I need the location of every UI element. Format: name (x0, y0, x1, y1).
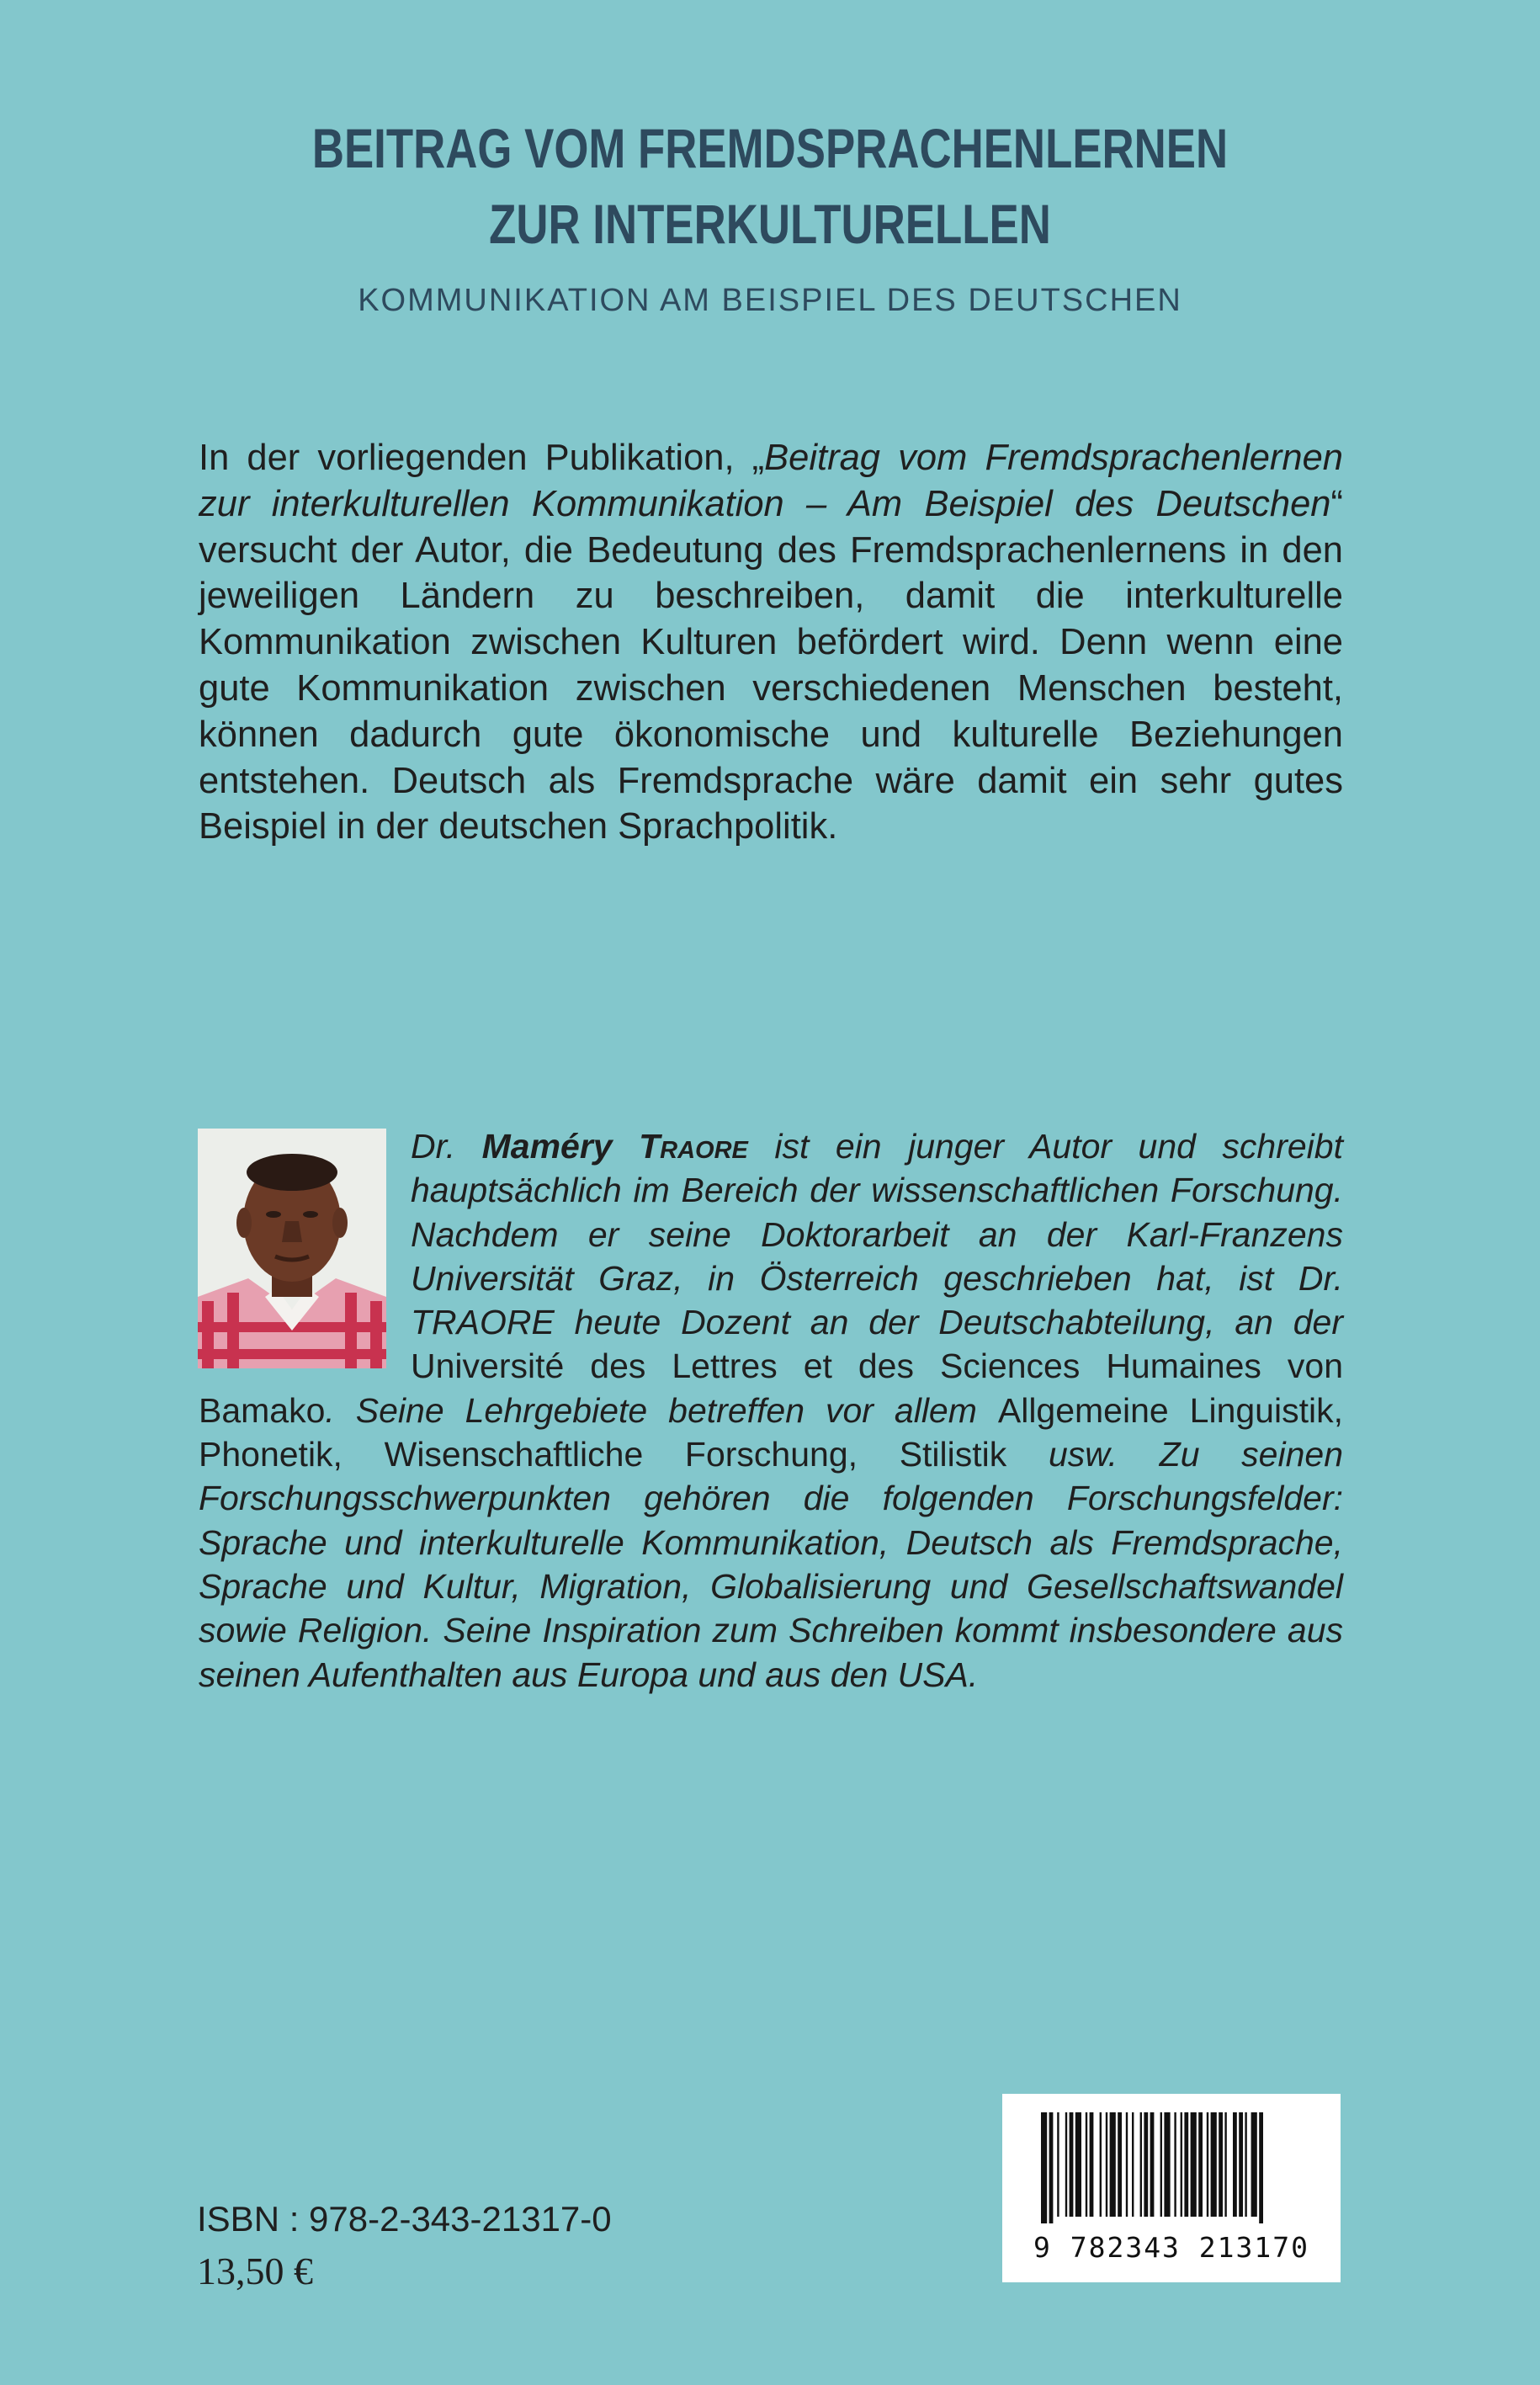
barcode-bar (1184, 2112, 1188, 2217)
barcode-bar (1219, 2112, 1223, 2217)
barcode-bar (1251, 2112, 1257, 2217)
barcode-bar (1090, 2112, 1094, 2217)
barcode-bar (1100, 2112, 1102, 2217)
barcode-bar (1041, 2112, 1047, 2223)
barcode-bar (1110, 2112, 1116, 2217)
barcode-bar (1207, 2112, 1208, 2217)
barcode-bar (1070, 2112, 1074, 2217)
barcode-bars (1002, 2094, 1341, 2228)
barcode (1002, 2094, 1341, 2282)
barcode-bar (1086, 2112, 1087, 2217)
blurb-text-2: “ versucht der Autor, die Bedeutung des Fremdsprachenlernens in den jeweiligen Ländern zu beschreiben, damit die interkulturelle Kommunikation zwischen Kulturen befördert wird. Denn wenn eine gute Kommunikation zwischen verschiedenen Menschen besteht, können dadurch gute ökonomische und kulturelle Beziehungen entstehen. Deutsch als Fremdsprache wäre damit ein sehr gutes Beispiel in der deutschen Sprachpolitik. (199, 483, 1343, 847)
barcode-bar (1181, 2112, 1182, 2217)
barcode-bar (1211, 2112, 1217, 2217)
barcode-bar (1132, 2112, 1134, 2217)
isbn: ISBN : 978-2-343-21317-0 (197, 2199, 612, 2239)
author-bio (199, 1124, 1343, 1697)
barcode-bar (1126, 2112, 1128, 2217)
title-line-1: BEITRAG VOM FREMDSPRACHENLERNEN (311, 117, 1229, 179)
bio-text-2: . Seine Lehrgebiete betreffen vor allem (325, 1390, 998, 1430)
barcode-bar (1140, 2112, 1142, 2217)
barcode-bar (1224, 2112, 1226, 2217)
title-line-2: ZUR INTERKULTURELLEN (489, 193, 1051, 255)
bio-text-3: usw. Zu seinen Forschungsschwerpunkten gehören die folgenden Forschungsfelder: Sprache und interkulturelle Kommunikation, Deutsch als Fremdsprache, Sprache und Kultur, Migration, Globalisierung und Gesellschaftswandel sowie Religion. Seine Inspiration zum Schreiben kommt insbesondere aus seinen Aufenthalten aus Europa und aus den USA. (199, 1435, 1343, 1694)
barcode-digits: 9 782343 213170 (1033, 2231, 1309, 2264)
price: 13,50 € (197, 2250, 313, 2292)
barcode-bar (1150, 2112, 1155, 2217)
subtitle: KOMMUNIKATION AM BEISPIEL DES DEUTSCHEN (358, 283, 1182, 318)
barcode-bar (1106, 2112, 1107, 2217)
barcode-bar (1118, 2112, 1122, 2217)
barcode-bar (1245, 2112, 1246, 2217)
book-description (199, 435, 1343, 850)
barcode-bar (1160, 2112, 1162, 2217)
bio-dr: Dr. (411, 1127, 482, 1166)
blurb-book-title: Beitrag vom Fremdsprachenlernen zur interkulturellen Kommunikation – Am Beispiel des Deutschen (199, 438, 1343, 524)
barcode-bar (1191, 2112, 1197, 2217)
barcode-bar (1075, 2112, 1081, 2217)
bio-university: Université des Lettres et des Sciences Humaines von Bamako (199, 1347, 1343, 1430)
bio-text-1: ist ein junger Autor und schreibt hauptsächlich im Bereich der wissenschaftlichen Forschung. Nachdem er seine Doktorarbeit an der Karl-Franzens Universität Graz, in Österreich geschrieben hat, ist Dr. TRAORE heute Dozent an der Deutschabteilung, an der (411, 1127, 1343, 1342)
barcode-bar (1239, 2112, 1243, 2217)
barcode-bar (1144, 2112, 1148, 2217)
barcode-bar (1233, 2112, 1237, 2217)
barcode-bar (1057, 2112, 1059, 2217)
bio-subjects: Allgemeine Linguistik, Phonetik, Wisenschaftliche Forschung, Stilistik (199, 1390, 1343, 1474)
blurb-text-1: In der vorliegenden Publikation, „ (199, 438, 765, 478)
barcode-bar (1259, 2112, 1263, 2223)
author-last-name: Traore (639, 1127, 748, 1166)
author-first-name: Maméry (481, 1127, 613, 1166)
barcode-bar (1049, 2112, 1054, 2223)
barcode-bar (1198, 2112, 1203, 2217)
barcode-bar (1065, 2112, 1067, 2217)
barcode-bar (1174, 2112, 1176, 2217)
barcode-bar (1164, 2112, 1170, 2217)
